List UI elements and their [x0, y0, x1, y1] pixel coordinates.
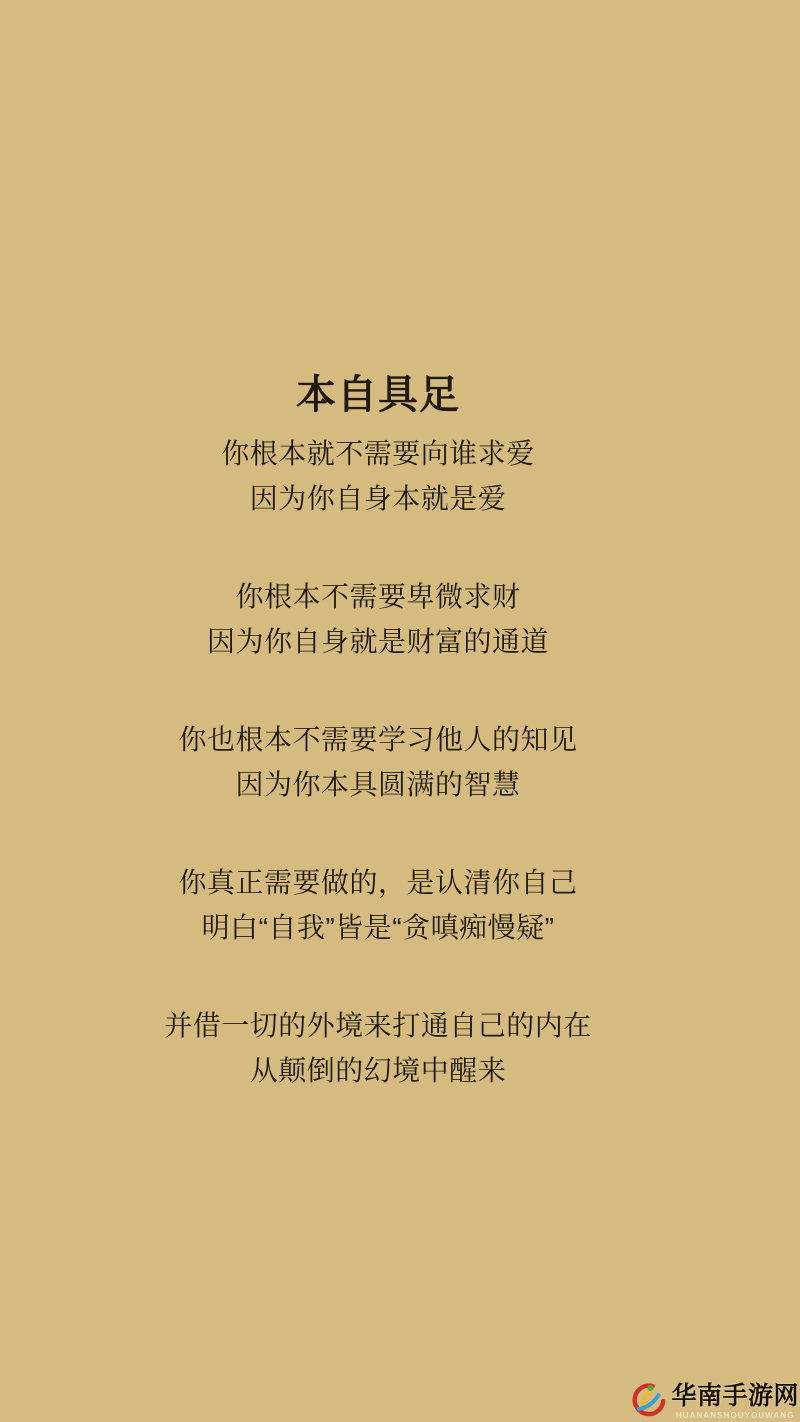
poem-line: 因为你自身本就是爱 [249, 483, 507, 514]
poem-stanza-4 [0, 860, 778, 950]
site-name-latin: HUANANSHOUYOUWANG [675, 1411, 795, 1420]
poem-title: 本自具足 [296, 373, 460, 417]
site-logo-icon [630, 1376, 668, 1420]
poem-line: 你根本不需要卑微求财 [235, 581, 521, 612]
poem-block [0, 371, 778, 1093]
poem-line: 因为你自身就是财富的通道 [206, 626, 549, 657]
site-name: 华南手游网 [671, 1382, 799, 1410]
poem-line: 因为你本具圆满的智慧 [235, 769, 521, 800]
watermark [630, 1376, 799, 1420]
poem-line: 你根本就不需要向谁求爱 [221, 438, 535, 469]
poem-line: 从颠倒的幻境中醒来 [249, 1055, 507, 1086]
watermark-text [671, 1383, 799, 1420]
poem-line: 你真正需要做的，是认清你自己 [178, 867, 578, 898]
poem-line: 并借一切的外境来打通自己的内在 [164, 1010, 592, 1041]
poem-stanza-1 [0, 431, 778, 521]
poem-line: 你也根本不需要学习他人的知见 [178, 724, 578, 755]
poem-stanza-2 [0, 574, 778, 664]
poem-stanza-5 [0, 1003, 778, 1093]
poem-line: 明白“自我”皆是“贪嗔痴慢疑” [201, 912, 555, 943]
poem-stanza-3 [0, 717, 778, 807]
